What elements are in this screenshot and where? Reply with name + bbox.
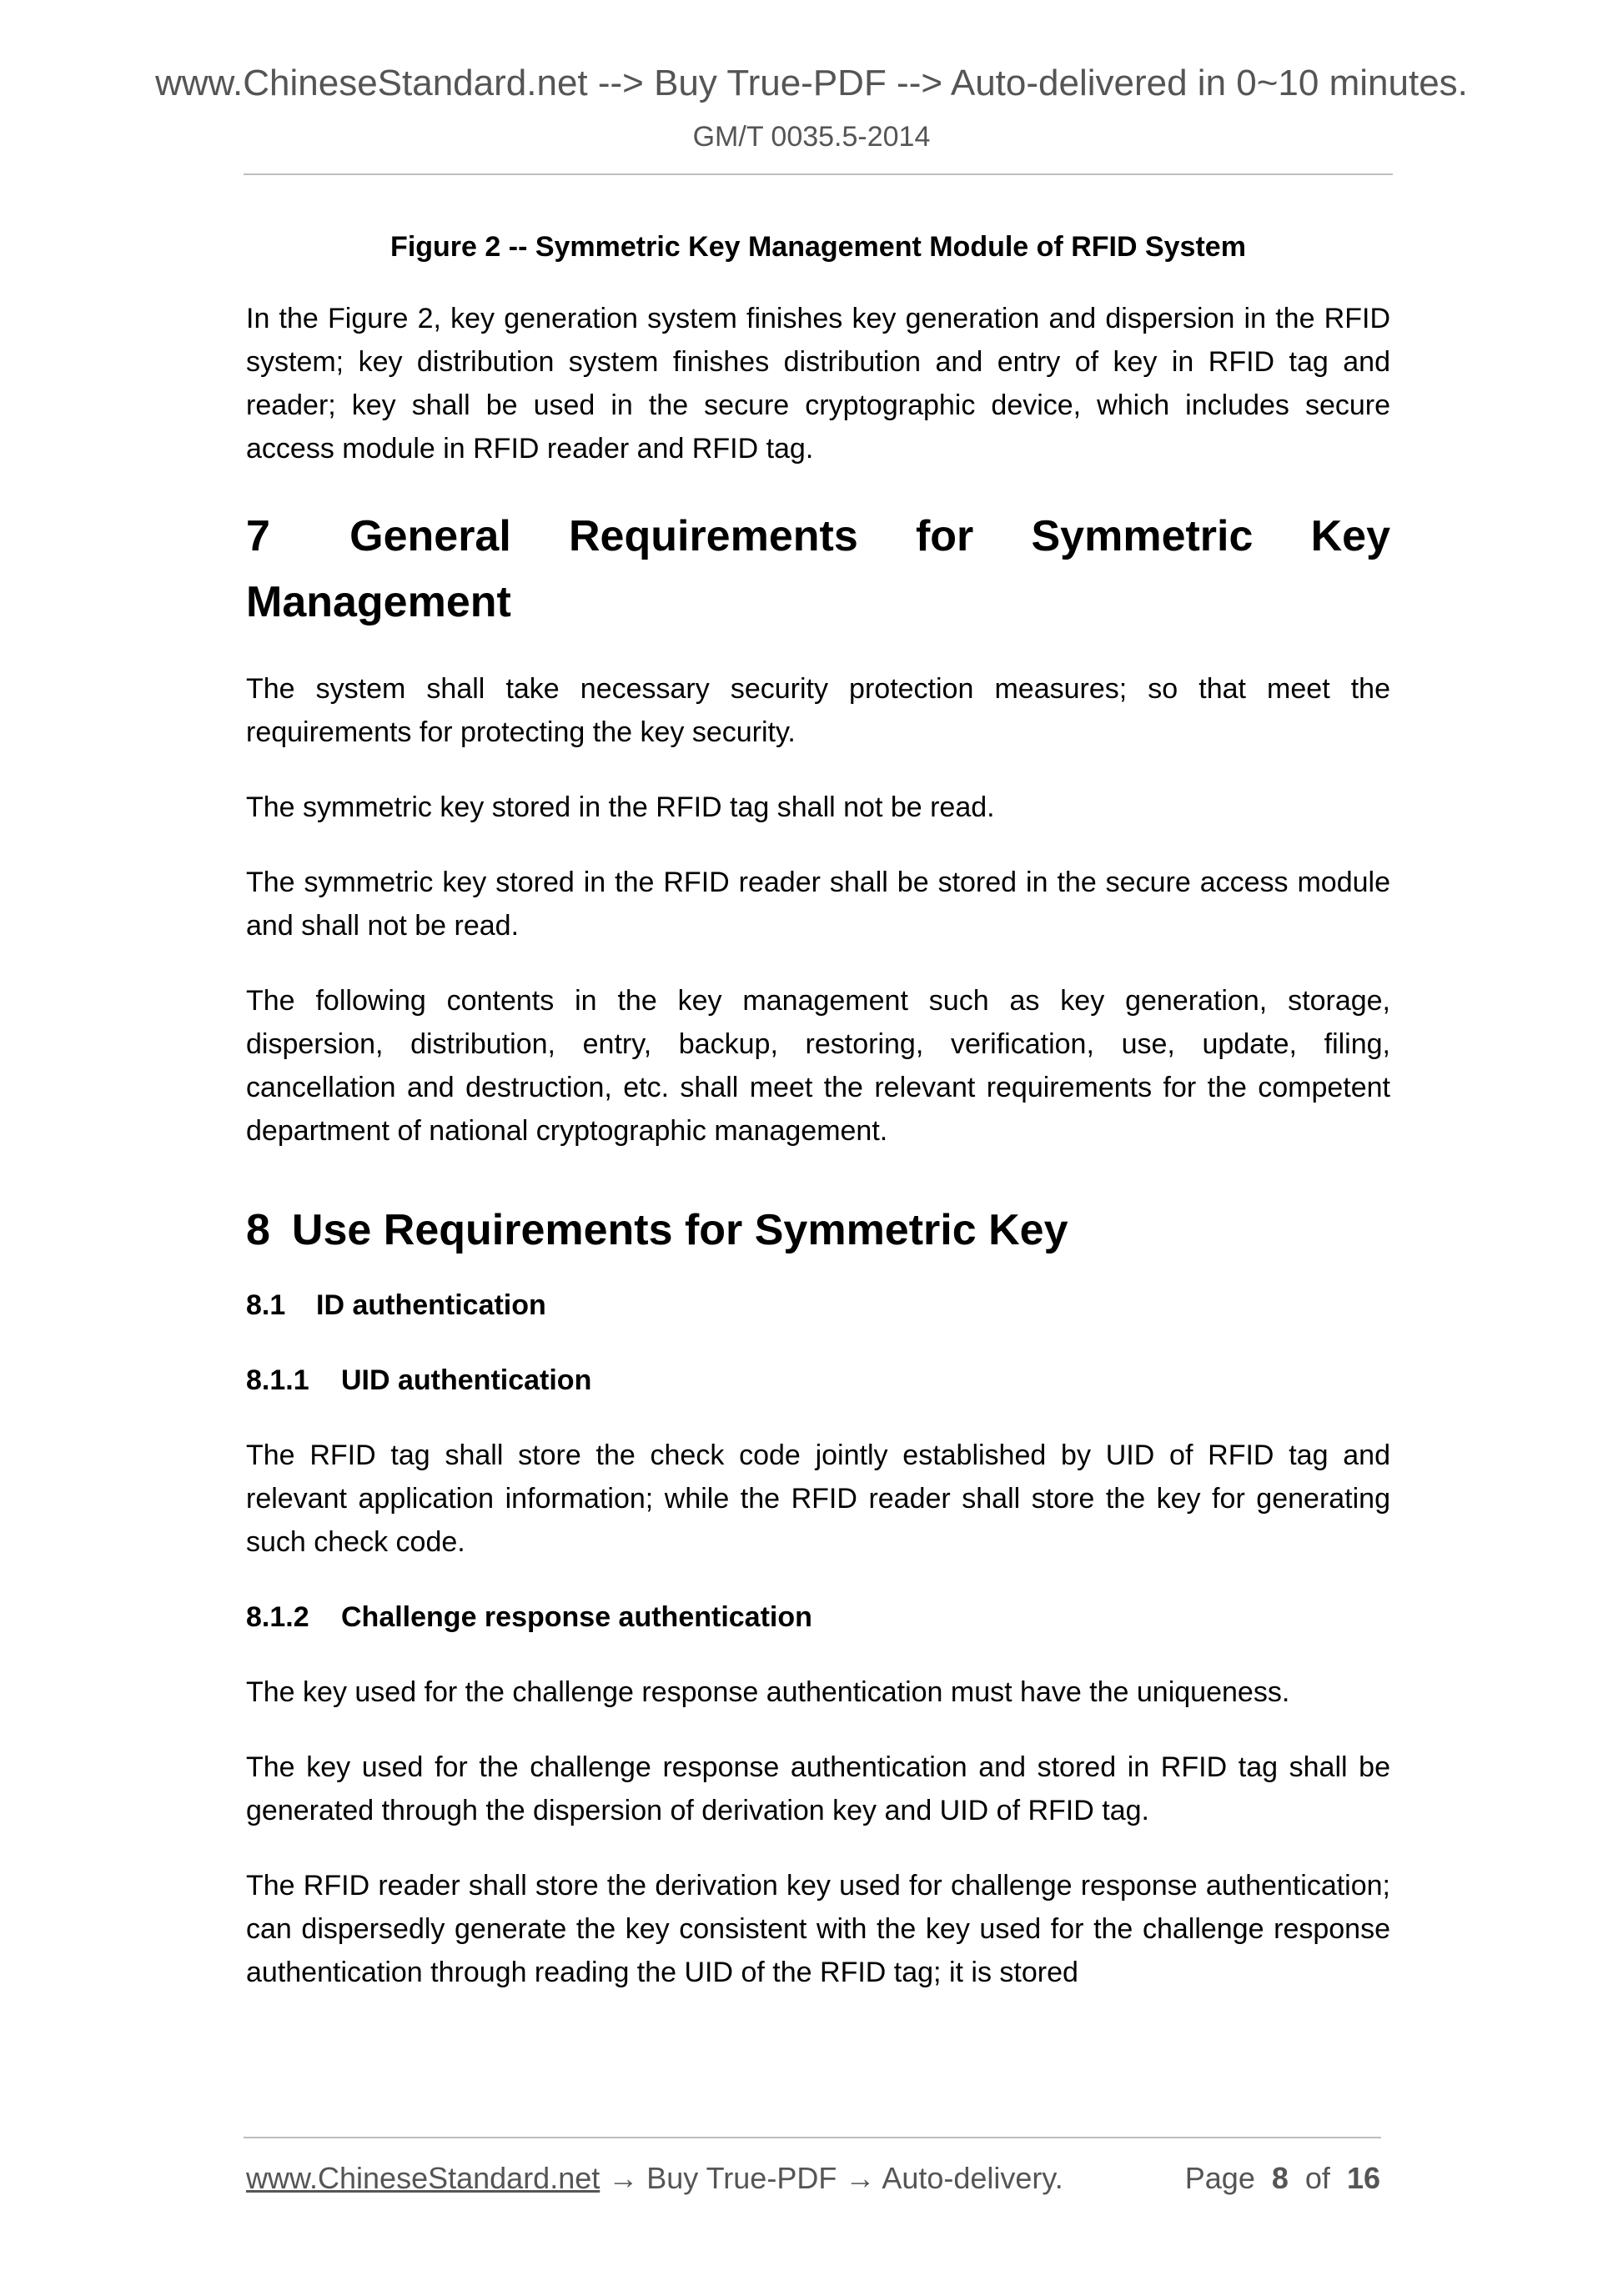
section-8-1-title: ID authentication <box>316 1289 546 1321</box>
standard-code: GM/T 0035.5-2014 <box>692 121 931 153</box>
page-footer <box>246 2160 1380 2197</box>
footer-tagline: → Buy True-PDF → Auto-delivery. <box>600 2161 1063 2195</box>
section-8-1-2-title: Challenge response authentication <box>341 1601 812 1633</box>
page-word: Page <box>1184 2161 1255 2195</box>
footer-website-link[interactable]: www.ChineseStandard.net <box>246 2161 600 2195</box>
section-8-1-1-number: 8.1.1 <box>246 1364 309 1396</box>
document-body <box>246 225 1390 2026</box>
section-7-paragraph-2: The symmetric key stored in the RFID tag shall not be read. <box>246 791 995 823</box>
total-pages: 16 <box>1346 2161 1380 2195</box>
section-7-heading <box>246 504 1390 570</box>
section-8-1-1-heading <box>246 1359 1390 1402</box>
section-8-heading <box>246 1198 1390 1264</box>
section-7-number: 7 <box>246 512 270 560</box>
of-word: of <box>1304 2161 1330 2195</box>
section-8-1-2-heading <box>246 1595 1390 1639</box>
header-divider <box>244 173 1393 175</box>
section-7-title-line2: Management <box>246 578 511 626</box>
section-7-paragraph-3: The symmetric key stored in the RFID reader shall be stored in the secure access module and shall not be read. <box>246 867 1390 942</box>
section-7-paragraph-4: The following contents in the key management such as key generation, storage, dispersion, distribution, entry, backup, restoring, verification, use, update, filing, cancellation and destruction, etc. shall meet the relevant requirements for the competent department of national cryptographic management. <box>246 985 1390 1147</box>
section-8-1-2-paragraph-2: The key used for the challenge response authentication and stored in RFID tag shall be generated through the dispersion of derivation key and UID of RFID tag. <box>246 1751 1390 1826</box>
figure-caption: Figure 2 -- Symmetric Key Management Module of RFID System <box>390 231 1246 263</box>
footer-divider <box>244 2137 1381 2138</box>
section-8-1-1-title: UID authentication <box>341 1364 592 1396</box>
header-banner: www.ChineseStandard.net --> Buy True-PDF --> Auto-delivered in 0~10 minutes. <box>155 63 1468 103</box>
section-8-1-2-paragraph-1: The key used for the challenge response authentication must have the uniqueness. <box>246 1676 1290 1708</box>
page-indicator <box>1185 2160 1380 2197</box>
section-8-1-1-paragraph: The RFID tag shall store the check code jointly established by UID of RFID tag and relevant application information; while the RFID reader shall store the key for generating such check code. <box>246 1439 1390 1558</box>
section-7-title-line1: General Requirements for Symmetric Key <box>349 512 1391 560</box>
section-8-title: Use Requirements for Symmetric Key <box>291 1206 1068 1254</box>
intro-paragraph: In the Figure 2, key generation system finishes key generation and dispersion in the RFID system; key distribution system finishes distribution and entry of key in RFID tag and reader; key shall be used in the secure cryptographic device, which includes secure access module in RFID reader and RFID tag. <box>246 303 1390 465</box>
section-7-paragraph-1: The system shall take necessary security protection measures; so that meet the requirements for protecting the key security. <box>246 673 1390 748</box>
section-8-1-number: 8.1 <box>246 1289 286 1321</box>
section-8-1-2-paragraph-3: The RFID reader shall store the derivation key used for challenge response authentication; can dispersedly generate the key consistent with the key used for the challenge response authentication through reading the UID of the RFID tag; it is stored <box>246 1870 1390 1988</box>
section-8-1-heading <box>246 1284 1390 1327</box>
section-8-1-2-number: 8.1.2 <box>246 1601 309 1633</box>
section-8-number: 8 <box>246 1206 270 1254</box>
page-number: 8 <box>1271 2161 1289 2195</box>
